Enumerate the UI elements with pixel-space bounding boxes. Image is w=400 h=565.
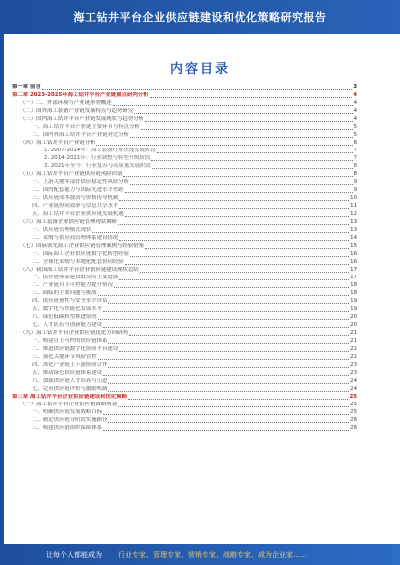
toc-entry-page: 20 <box>350 322 357 329</box>
toc-entry-label: 第三章 海工钻井平台企业供应链建设和优化策略 <box>12 393 128 400</box>
toc-entry-page: 21 <box>350 338 357 344</box>
toc-entry-label: 五、推动绿色供应链体系建设 <box>32 369 103 376</box>
report-footer <box>0 544 400 565</box>
toc-entry[interactable] <box>12 243 357 251</box>
toc-entry-label: 第一章 前言 <box>12 84 41 90</box>
toc-entry[interactable] <box>12 370 357 378</box>
toc-entry-page: 24 <box>350 385 357 392</box>
toc-entry-page: 19 <box>350 298 357 305</box>
toc-entry[interactable] <box>12 306 357 314</box>
toc-leader-dots <box>103 430 349 431</box>
toc-entry[interactable] <box>12 148 357 156</box>
toc-leader-dots <box>113 105 353 106</box>
toc-entry-page: 25 <box>349 393 357 400</box>
toc-entry-label: 四、供应链韧性与安全水平评估 <box>32 298 108 305</box>
toc-entry-label: （三）国内海工钻井平台产业链发展现状与趋势分析 <box>20 115 144 122</box>
toc-leader-dots <box>98 295 349 296</box>
table-of-contents <box>12 84 357 433</box>
toc-entry[interactable] <box>12 425 357 433</box>
toc-entry[interactable] <box>12 203 357 211</box>
toc-entry-label: 2. 2014-2021年：行业调整与转型升级阶段 <box>44 155 151 162</box>
report-title: 海工钻井平台企业供应链建设和优化策略研究报告 <box>73 11 327 24</box>
toc-entry-page: 3 <box>353 84 357 90</box>
toc-entry-label: （一）海工钻井平台企业供应链战略规划 <box>20 401 118 408</box>
toc-entry[interactable] <box>12 235 357 243</box>
toc-entry[interactable] <box>12 251 357 259</box>
toc-entry[interactable] <box>12 92 357 100</box>
toc-entry-label: 二、产业链自主可控能力提升情况 <box>32 282 113 289</box>
toc-entry-page: 14 <box>350 234 357 241</box>
toc-entry-label: 六、加强供应链人才培养与引进 <box>32 377 108 384</box>
toc-entry-label: 3. 2021年至今：行业复苏与高质量发展阶段 <box>44 163 151 170</box>
toc-entry[interactable] <box>12 155 357 163</box>
toc-entry[interactable] <box>12 378 357 386</box>
toc-entry-page: 21 <box>350 330 357 337</box>
toc-entry[interactable] <box>12 282 357 290</box>
toc-leader-dots <box>150 97 353 98</box>
toc-entry-page: 4 <box>353 99 357 106</box>
toc-leader-dots <box>141 129 353 130</box>
toc-entry-page: 22 <box>350 345 357 352</box>
toc-leader-dots <box>134 113 352 114</box>
toc-entry[interactable] <box>12 211 357 219</box>
toc-entry-label: 二、采购与供应商管理体系建设情况 <box>32 234 119 241</box>
toc-entry-label: （八）我国海工钻井平台企业供应链建设现状总结 <box>20 266 139 273</box>
toc-entry-page: 8 <box>353 171 357 178</box>
toc-entry-label: 七、完善供应链评价与激励机制 <box>32 385 108 392</box>
toc-entry-page: 16 <box>350 258 357 265</box>
toc-entry-label: 二、制定供应链分阶段实施路径 <box>32 417 108 424</box>
toc-leader-dots <box>118 224 349 225</box>
toc-entry-label: 二、全球化采购与本地化配套协同经验 <box>32 258 124 265</box>
toc-leader-dots <box>152 168 353 169</box>
toc-entry[interactable] <box>12 346 357 354</box>
toc-entry-page: 25 <box>350 401 357 408</box>
footer-tagline: 行业专家、管理专家、营销专家、战略专家、成为企业家…… <box>118 550 307 559</box>
toc-leader-dots <box>96 145 352 146</box>
toc-entry-label: 七、人才队伍与创新能力建设 <box>32 322 103 329</box>
toc-leader-dots <box>108 383 349 384</box>
toc-leader-dots <box>128 399 348 400</box>
toc-leader-dots <box>140 272 350 273</box>
toc-entry[interactable] <box>12 402 357 410</box>
toc-entry-label: （六）海工装备企业供应链管理现状调研 <box>20 218 118 225</box>
toc-entry-page: 7 <box>353 155 357 162</box>
toc-entry-label: 三、供应链成本波动与价格传导机制 <box>32 195 119 202</box>
toc-entry[interactable] <box>12 132 357 140</box>
toc-leader-dots <box>145 248 349 249</box>
toc-leader-dots <box>108 422 349 423</box>
toc-leader-dots <box>119 208 349 209</box>
toc-entry[interactable] <box>12 124 357 132</box>
toc-leader-dots <box>123 176 352 177</box>
toc-leader-dots <box>118 406 349 407</box>
toc-leader-dots <box>98 319 349 320</box>
toc-entry-label: 六、绿色低碳转型推进情况 <box>32 314 97 321</box>
toc-leader-dots <box>151 160 352 161</box>
toc-entry[interactable] <box>12 330 357 338</box>
toc-entry-page: 17 <box>350 274 357 281</box>
toc-leader-dots <box>108 367 349 368</box>
toc-entry-page: 16 <box>350 250 357 257</box>
toc-entry-label: （二）国外海工装备产业链发展特点与趋势研究 <box>20 107 134 114</box>
toc-entry-label: 一、明确供应链发展战略目标 <box>32 409 103 416</box>
toc-leader-dots <box>119 279 349 280</box>
toc-leader-dots <box>125 216 349 217</box>
toc-entry-page: 26 <box>350 425 357 432</box>
toc-entry-label: （九）海工钻井平台企业供应链优化方向研判 <box>20 330 128 337</box>
toc-entry-label: （四）海工钻井平台产业链分析 <box>20 139 96 146</box>
toc-entry[interactable] <box>12 394 357 402</box>
toc-entry-page: 18 <box>350 290 357 297</box>
toc-entry-page: 12 <box>350 211 357 217</box>
toc-entry[interactable] <box>12 362 357 370</box>
toc-entry-page: 17 <box>350 266 357 273</box>
toc-entry-page: 15 <box>350 242 357 249</box>
toc-entry-page: 18 <box>350 282 357 289</box>
toc-entry[interactable] <box>12 100 357 108</box>
toc-entry[interactable] <box>12 108 357 116</box>
toc-entry-label: 三、构建供应链组织保障体系 <box>32 425 103 432</box>
toc-entry[interactable] <box>12 386 357 394</box>
toc-entry[interactable] <box>12 116 357 124</box>
toc-entry[interactable] <box>12 195 357 203</box>
report-header <box>0 0 400 34</box>
toc-leader-dots <box>103 414 349 415</box>
toc-entry-page: 9 <box>353 187 357 194</box>
toc-entry-label: 一、国际海工企业供应链数字化转型经验 <box>32 250 130 257</box>
toc-entry-label: 一、构建自主可控的供应链体系 <box>32 338 108 344</box>
toc-entry-label: 一、供应链管理模式现状 <box>32 226 92 233</box>
toc-leader-dots <box>145 121 353 122</box>
toc-entry[interactable] <box>12 163 357 171</box>
toc-entry-label: 一、上游关键零部件供应稳定性风险分析 <box>32 179 130 186</box>
toc-entry[interactable] <box>12 338 357 346</box>
toc-entry-label: 1. 2007-2014年：海工装备行业快速发展阶段 <box>44 147 156 154</box>
toc-leader-dots <box>42 89 352 90</box>
toc-entry-label: （七）国际领先海工企业供应链管理案例与经验借鉴 <box>20 242 144 249</box>
left-accent-stripe <box>0 34 4 544</box>
toc-entry[interactable] <box>12 354 357 362</box>
toc-entry-label: 五、数字化与智能化发展水平 <box>32 306 103 313</box>
toc-leader-dots <box>108 391 349 392</box>
toc-entry-label: 三、面临的主要问题与挑战 <box>32 290 97 297</box>
toc-entry-label: （一）二、外部环境与产业链形势概述 <box>20 99 112 106</box>
toc-entry[interactable] <box>12 417 357 425</box>
toc-entry-page: 23 <box>350 361 357 368</box>
toc-entry-label: 三、强化关键环节风险管控 <box>32 353 97 360</box>
toc-entry-page: 5 <box>353 131 357 138</box>
toc-entry-label: 一、海工钻井平台产业链主要环节与特点分析 <box>32 123 140 130</box>
toc-entry-page: 25 <box>350 409 357 416</box>
toc-entry[interactable] <box>12 290 357 298</box>
toc-entry-page: 4 <box>353 107 357 114</box>
toc-entry-label: 二、国内外海工钻井平台产业链对比分析 <box>32 131 130 138</box>
toc-leader-dots <box>92 232 349 233</box>
toc-entry-label: 第二章 2023-2025年海工钻井平台产业链重点研判分析 <box>12 91 149 98</box>
toc-entry[interactable] <box>12 267 357 275</box>
toc-entry[interactable] <box>12 322 357 330</box>
toc-leader-dots <box>119 351 349 352</box>
toc-leader-dots <box>98 359 349 360</box>
toc-entry-page: 6 <box>353 139 357 146</box>
toc-leader-dots <box>130 137 353 138</box>
toc-entry-page: 8 <box>353 163 357 170</box>
toc-entry[interactable] <box>12 140 357 148</box>
toc-leader-dots <box>108 303 349 304</box>
toc-leader-dots <box>108 343 349 344</box>
toc-entry-page: 13 <box>350 218 357 225</box>
footer-slogan: 让每个人都能成为 <box>46 550 102 559</box>
toc-entry[interactable] <box>12 314 357 322</box>
toc-entry-label: 一、供应链体系建设取得的主要进展 <box>32 274 119 281</box>
toc-leader-dots <box>157 152 353 153</box>
toc-leader-dots <box>103 311 349 312</box>
toc-entry[interactable] <box>12 219 357 227</box>
toc-leader-dots <box>129 335 349 336</box>
toc-entry[interactable] <box>12 409 357 417</box>
toc-entry-label: （五）海工钻井平台产业链供应链风险识别 <box>20 171 123 178</box>
toc-leader-dots <box>114 287 349 288</box>
toc-leader-dots <box>103 375 349 376</box>
toc-entry-page: 19 <box>350 306 357 313</box>
toc-entry[interactable] <box>12 187 357 195</box>
toc-entry-page: 4 <box>353 91 357 98</box>
toc-entry[interactable] <box>12 84 357 92</box>
toc-entry-page: 22 <box>350 353 357 360</box>
toc-leader-dots <box>103 327 349 328</box>
toc-entry-page: 11 <box>350 203 357 210</box>
toc-entry[interactable] <box>12 259 357 267</box>
toc-entry-page: 4 <box>353 115 357 122</box>
toc-entry[interactable] <box>12 179 357 187</box>
toc-entry[interactable] <box>12 275 357 283</box>
toc-entry[interactable] <box>12 171 357 179</box>
toc-entry[interactable] <box>12 298 357 306</box>
toc-entry-label: 五、海工钻井平台企业供应链发展机遇 <box>32 211 124 217</box>
toc-entry-page: 13 <box>350 226 357 233</box>
toc-entry-label: 二、国内配套能力与国际先进水平差距 <box>32 187 124 194</box>
toc-entry-label: 二、推进供应链数字化协同平台建设 <box>32 345 119 352</box>
toc-entry-page: 20 <box>350 314 357 321</box>
toc-leader-dots <box>125 192 353 193</box>
toc-entry-label: 四、产业链协同效率与信息共享水平 <box>32 203 119 210</box>
toc-entry-page: 5 <box>353 123 357 130</box>
toc-entry-page: 7 <box>353 147 357 154</box>
toc-entry-page: 10 <box>350 195 357 202</box>
toc-entry-page: 23 <box>350 369 357 376</box>
toc-leader-dots <box>125 264 349 265</box>
toc-heading: 内容目录 <box>169 62 230 77</box>
toc-leader-dots <box>119 240 349 241</box>
toc-leader-dots <box>130 184 353 185</box>
toc-entry-page: 9 <box>353 179 357 186</box>
toc-entry-page: 24 <box>350 377 357 384</box>
toc-entry[interactable] <box>12 227 357 235</box>
toc-entry-label: 四、深化产业链上下游协同合作 <box>32 361 108 368</box>
toc-entry-page: 26 <box>350 417 357 424</box>
toc-leader-dots <box>130 256 349 257</box>
toc-leader-dots <box>119 200 349 201</box>
